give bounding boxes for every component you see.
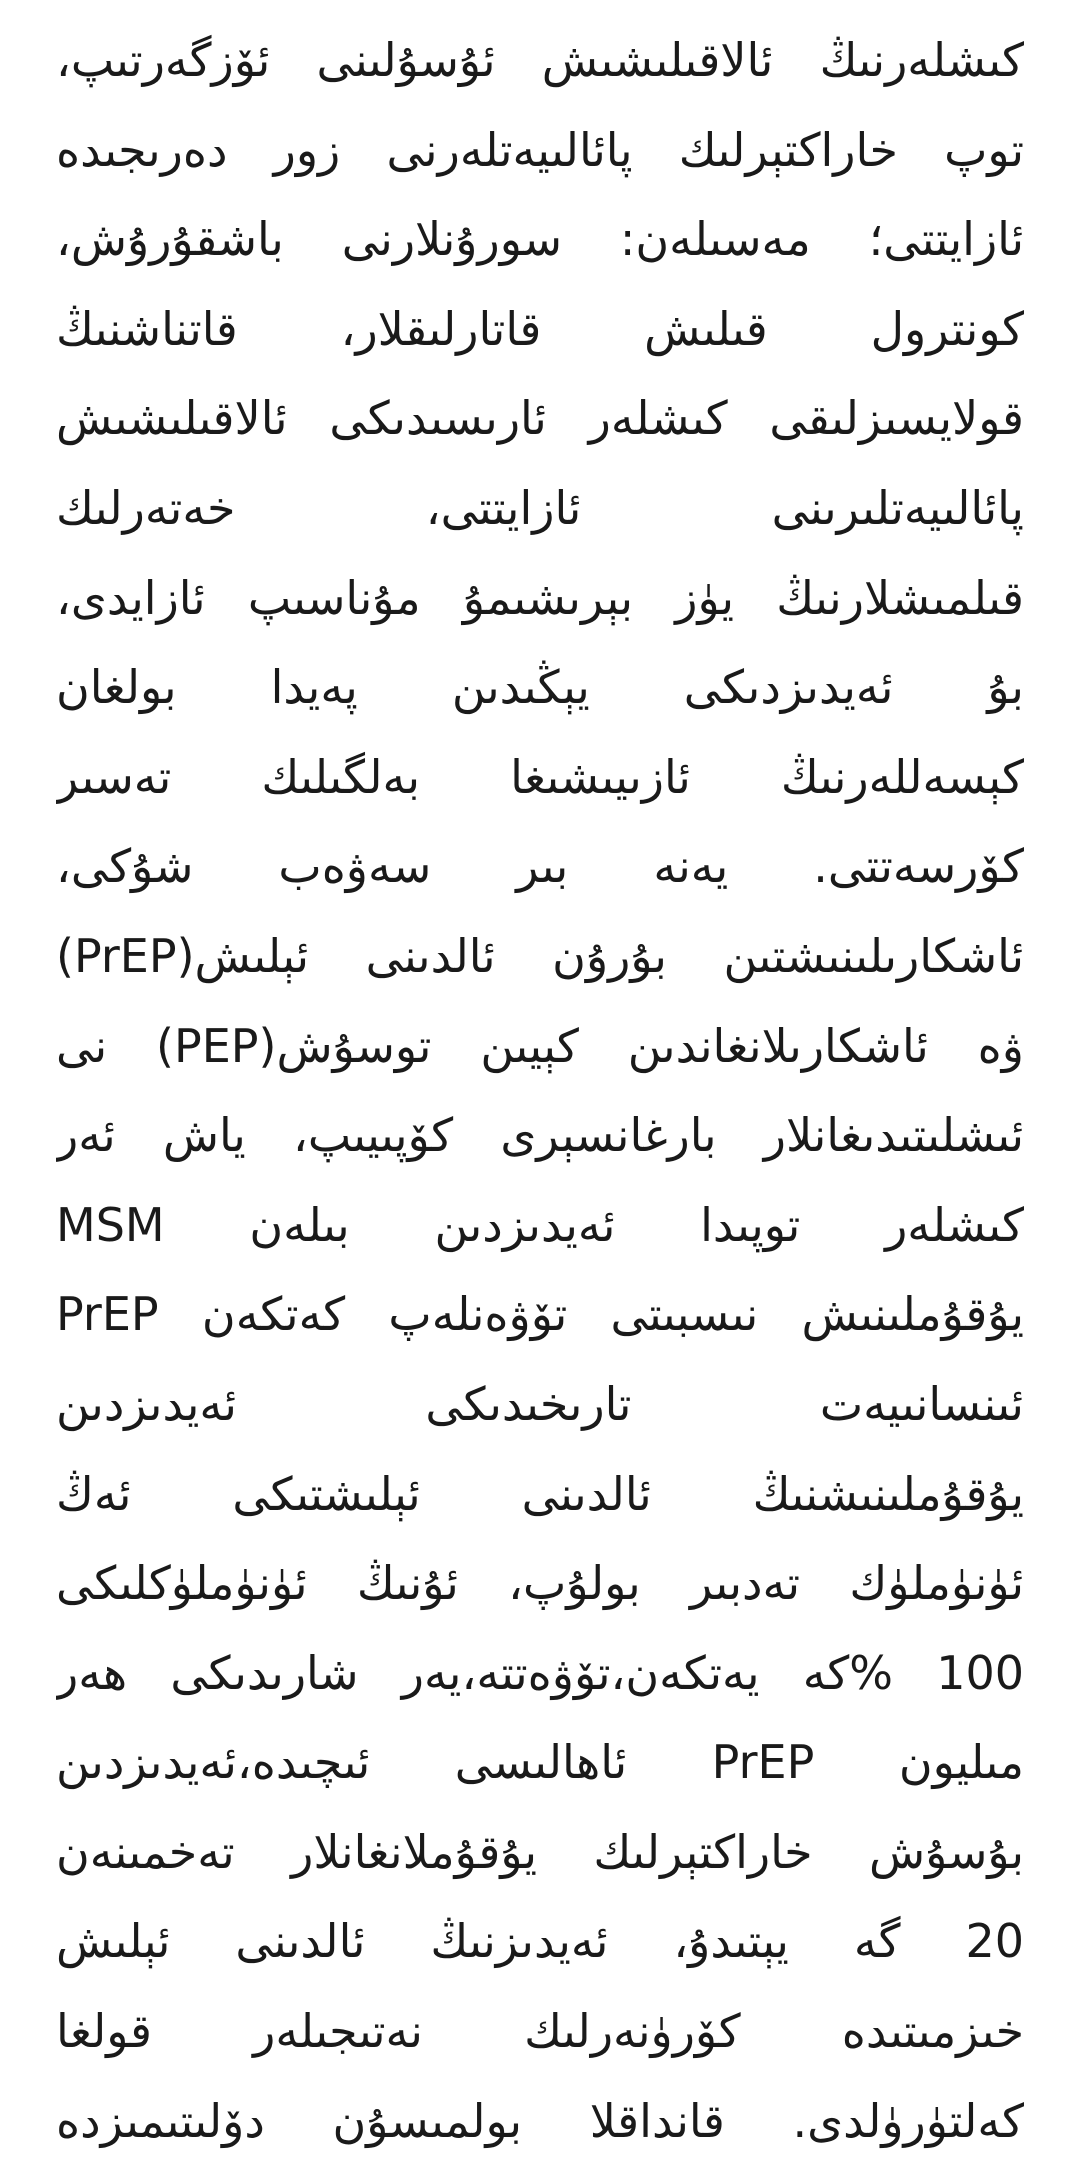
paragraph-line: بۇ ئەيدىزدىكى يېڭىدىن پەيدا بولغان [56,660,1024,715]
paragraph-line: كىشلەرنىڭ ئالاقىلىشىش ئۇسۇلىنى ئۆزگەرتىپ، [56,33,1024,87]
paragraph-line: MSM كىشلەر توپىدا ئەيدىزدىن بىلەن [56,1197,1024,1252]
paragraph-line: 20 گە يېتىدۇ، ئەيدىزنىڭ ئالدىنى ئېلىش [56,1914,1024,1969]
paragraph-line: خىزمىتىدە كۆرۈنەرلىك نەتىجىلەر قولغا [56,2004,1024,2059]
paragraph-line: 100 %كە يەتكەن،تۆۋەتتە،يەر شارىدىكى ھەر [56,1645,1024,1700]
paragraph-line: ۋە ئاشكارىلانغاندىن كېيىن توسۇش(PEP) نى [56,1018,1024,1073]
paragraph-line: مىليون PrEP ئاھالىسى ئىچىدە،ئەيدىزدىن [56,1735,1024,1790]
paragraph-line: كەلتۈرۈلدى. قانداقلا بولمىسۇن دۆلىتىمىزدە [56,2093,1024,2148]
paragraph-line: قىلمىشلارنىڭ يۈز بېرىشىمۇ مۇناسىپ ئازايدى، [56,570,1024,625]
paragraph-line: پائالىيەتلىرىنى ئازايتتى، خەتەرلىك [56,480,1024,535]
paragraph-line: ئازايتتى؛ مەسىلەن: سورۇنلارنى باشقۇرۇش، [56,212,1024,267]
paragraph-line: ئاشكارىلىنىشتىن بۇرۇن ئالدىنى ئېلىش(PrEP) [56,928,1024,983]
paragraph-line: كونترول قىلىش قاتارلىقلار، قاتناشنىڭ [56,301,1024,356]
paragraph-line: قولايسىزلىقى كىشلەر ئارىسىدىكى ئالاقىلىشىش [56,391,1024,446]
paragraph-line: بۇسۇش خاراكتېرلىك يۇقۇملانغانلار تەخمىنەن [56,1824,1024,1879]
paragraph-line: يۇقۇملىنىش نىسبىتى تۆۋەنلەپ كەتكەن PrEP [56,1287,1024,1342]
paragraph-line: ئىشلىتىدىغانلار بارغانسېرى كۆپىيىپ، ياش ئەر [56,1108,1024,1163]
paragraph-line: يۇقۇملىنىشنىڭ ئالدىنى ئېلىشتىكى ئەڭ [56,1466,1024,1521]
paragraph-line: كېسەللەرنىڭ ئازىيىشىغا بەلگىلىك تەسىر [56,749,1024,804]
paragraph-line: توپ خاراكتېرلىك پائالىيەتلەرنى زور دەرىجىدە [56,122,1024,177]
paragraph-line: كۆرسەتتى. يەنە بىر سەۋەب شۇكى، [56,839,1024,894]
paragraph-line: ئۈنۈملۈك تەدبىر بولۇپ، ئۇنىڭ ئۈنۈملۈكلىكى [56,1556,1024,1611]
article-body [56,16,1024,2166]
paragraph-line: ئىنسانىيەت تارىخىدىكى ئەيدىزدىن [56,1376,1024,1431]
